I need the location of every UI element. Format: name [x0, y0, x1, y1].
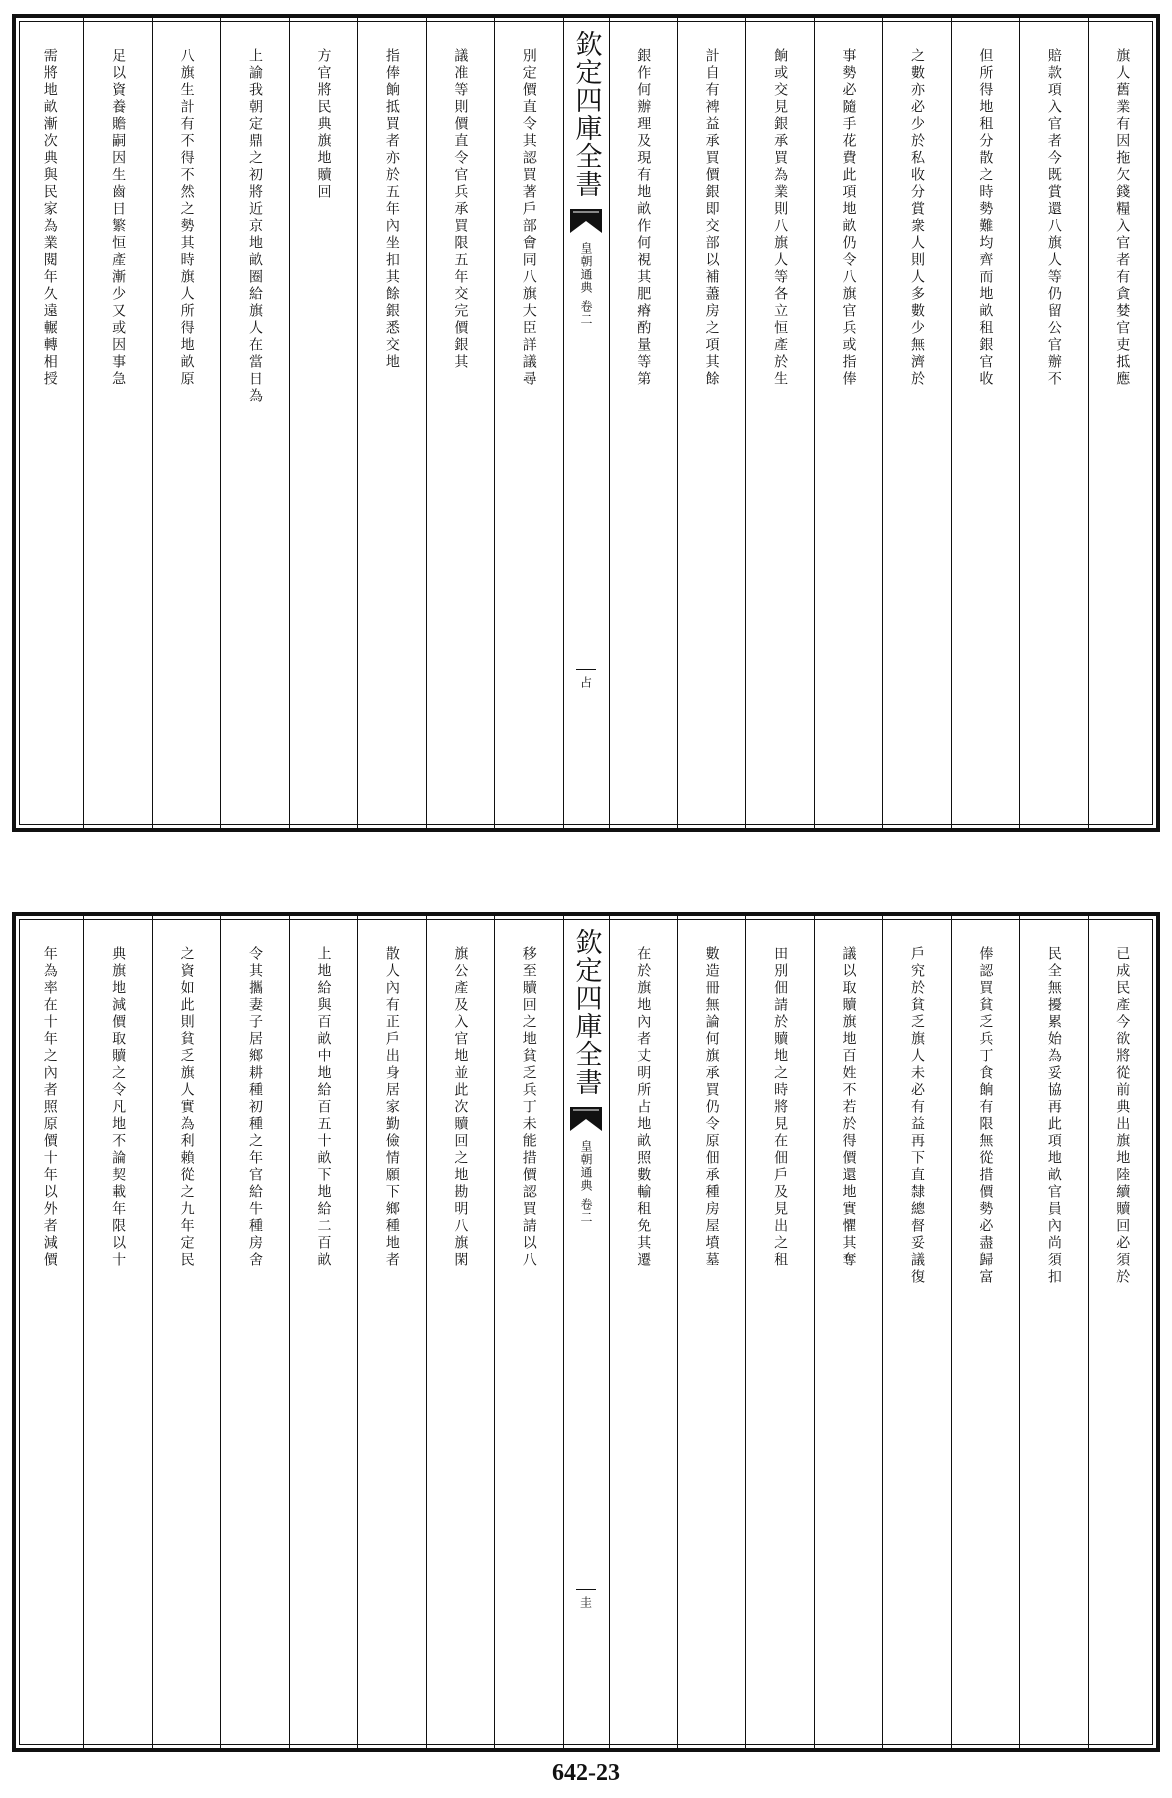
column-text: 議准等則價直令官兵承買限五年交完價銀其: [452, 48, 469, 371]
center-fold: [563, 18, 609, 828]
column-text: 事勢必隨手花費此項地畝仍令八旗官兵或指俸: [840, 48, 857, 388]
text-column: [426, 916, 494, 1748]
column-text: 數造冊無論何旗承買仍令原佃承種房屋墳墓: [703, 946, 720, 1269]
folio-number: 圭: [578, 1596, 593, 1608]
column-text: 之數亦必少於私收分賞衆人則人多數少無濟於: [908, 48, 925, 388]
text-column: [152, 18, 220, 828]
text-column: [745, 916, 813, 1748]
text-column: [494, 916, 562, 1748]
text-column: [1088, 916, 1156, 1748]
text-column: [152, 916, 220, 1748]
text-column: [882, 18, 950, 828]
fish-tail-mark-icon: [569, 208, 603, 234]
column-text: 上地給與百畝中地給百五十畝下地給二百畝: [315, 946, 332, 1269]
text-column: [289, 916, 357, 1748]
volume-label: 卷二: [579, 1198, 593, 1224]
lower-page: [12, 912, 1160, 1752]
text-column: [814, 18, 882, 828]
column-text: 之資如此則貧乏旗人實為利賴從之九年定民: [178, 946, 195, 1269]
text-column: [16, 916, 83, 1748]
volume-label: 卷二: [579, 300, 593, 326]
column-text: 別定價直令其認買著戶部會同八旗大臣詳議尋: [520, 48, 537, 388]
column-text: 年為率在十年之內者照原價十年以外者減價: [41, 946, 58, 1269]
text-column: [426, 18, 494, 828]
text-column: [357, 18, 425, 828]
library-title: 欽定四庫全書: [570, 30, 602, 198]
column-text: 足以資養贍嗣因生齒日繁恒產漸少又或因事急: [110, 48, 127, 388]
column-text: 旗人舊業有因拖欠錢糧入官者有貪婪官吏抵應: [1114, 48, 1131, 388]
text-column: [83, 18, 151, 828]
column-text: 餉或交見銀承買為業則八旗人等各立恒產於生: [772, 48, 789, 388]
text-column: [677, 916, 745, 1748]
text-column: [1019, 18, 1087, 828]
folio-rule: [576, 1589, 596, 1590]
column-text: 散人內有正戶出身居家勤儉情願下鄉種地者: [383, 946, 400, 1269]
column-text: 已成民產今欲將從前典出旗地陸續贖回必須於: [1114, 946, 1131, 1286]
text-column: [357, 916, 425, 1748]
text-column: [951, 18, 1019, 828]
column-text: 計自有裨益承買價銀即交部以補藎房之項其餘: [703, 48, 720, 388]
column-text: 旗公產及入官地並此次贖回之地勘明八旗閑: [452, 946, 469, 1269]
text-column: [1019, 916, 1087, 1748]
column-text: 指俸餉抵買者亦於五年內坐扣其餘銀悉交地: [383, 48, 400, 371]
folio-rule: [576, 669, 596, 670]
column-text: 賠款項入官者今既賞還八旗人等仍留公官辦不: [1045, 48, 1062, 388]
text-column: [289, 18, 357, 828]
column-text: 方官將民典旗地贖回: [315, 48, 332, 201]
column-text: 典旗地減價取贖之令凡地不論契載年限以十: [110, 946, 127, 1269]
text-column: [220, 916, 288, 1748]
section-title: 皇朝通典: [579, 1140, 593, 1192]
section-title: 皇朝通典: [579, 242, 593, 294]
column-text: 戶究於貧乏旗人未必有益再下直隸總督妥議復: [908, 946, 925, 1286]
column-text: 上諭我朝定鼎之初將近京地畝圈給旗人在當日為: [247, 48, 264, 405]
text-column: [951, 916, 1019, 1748]
column-text: 議以取贖旗地百姓不若於得價還地實懼其奪: [840, 946, 857, 1269]
folio-number: 占: [578, 676, 593, 688]
column-text: 田別佃請於贖地之時將見在佃戶及見出之租: [772, 946, 789, 1269]
text-column: [494, 18, 562, 828]
text-column: [220, 18, 288, 828]
text-column: [609, 18, 677, 828]
text-column: [16, 18, 83, 828]
library-title: 欽定四庫全書: [570, 928, 602, 1096]
text-column: [814, 916, 882, 1748]
center-fold: [563, 916, 609, 1748]
text-column: [83, 916, 151, 1748]
fish-tail-mark-icon: [569, 1106, 603, 1132]
text-column: [677, 18, 745, 828]
upper-page: [12, 14, 1160, 832]
column-text: 移至贖回之地貧乏兵丁未能措價認買請以八: [520, 946, 537, 1269]
column-text: 俸認買貧乏兵丁食餉有限無從措價勢必盡歸富: [977, 946, 994, 1286]
page-number: 642-23: [552, 1760, 620, 1786]
text-column: [745, 18, 813, 828]
column-text: 令其攜妻子居鄉耕種初種之年官給牛種房舍: [247, 946, 264, 1269]
text-column: [609, 916, 677, 1748]
column-text: 八旗生計有不得不然之勢其時旗人所得地畝原: [178, 48, 195, 388]
column-text: 在於旗地內者丈明所占地畝照數輸租免其遷: [635, 946, 652, 1269]
column-text: 銀作何辦理及現有地畝作何視其肥瘠酌量等第: [635, 48, 652, 388]
column-text: 但所得地租分散之時勢難均齊而地畝租銀官收: [977, 48, 994, 388]
column-text: 民全無擾累始為妥協再此項地畝官員內尚須扣: [1045, 946, 1062, 1286]
text-column: [1088, 18, 1156, 828]
column-text: 需將地畝漸次典與民家為業閱年久遠輾轉相授: [41, 48, 58, 388]
text-column: [882, 916, 950, 1748]
